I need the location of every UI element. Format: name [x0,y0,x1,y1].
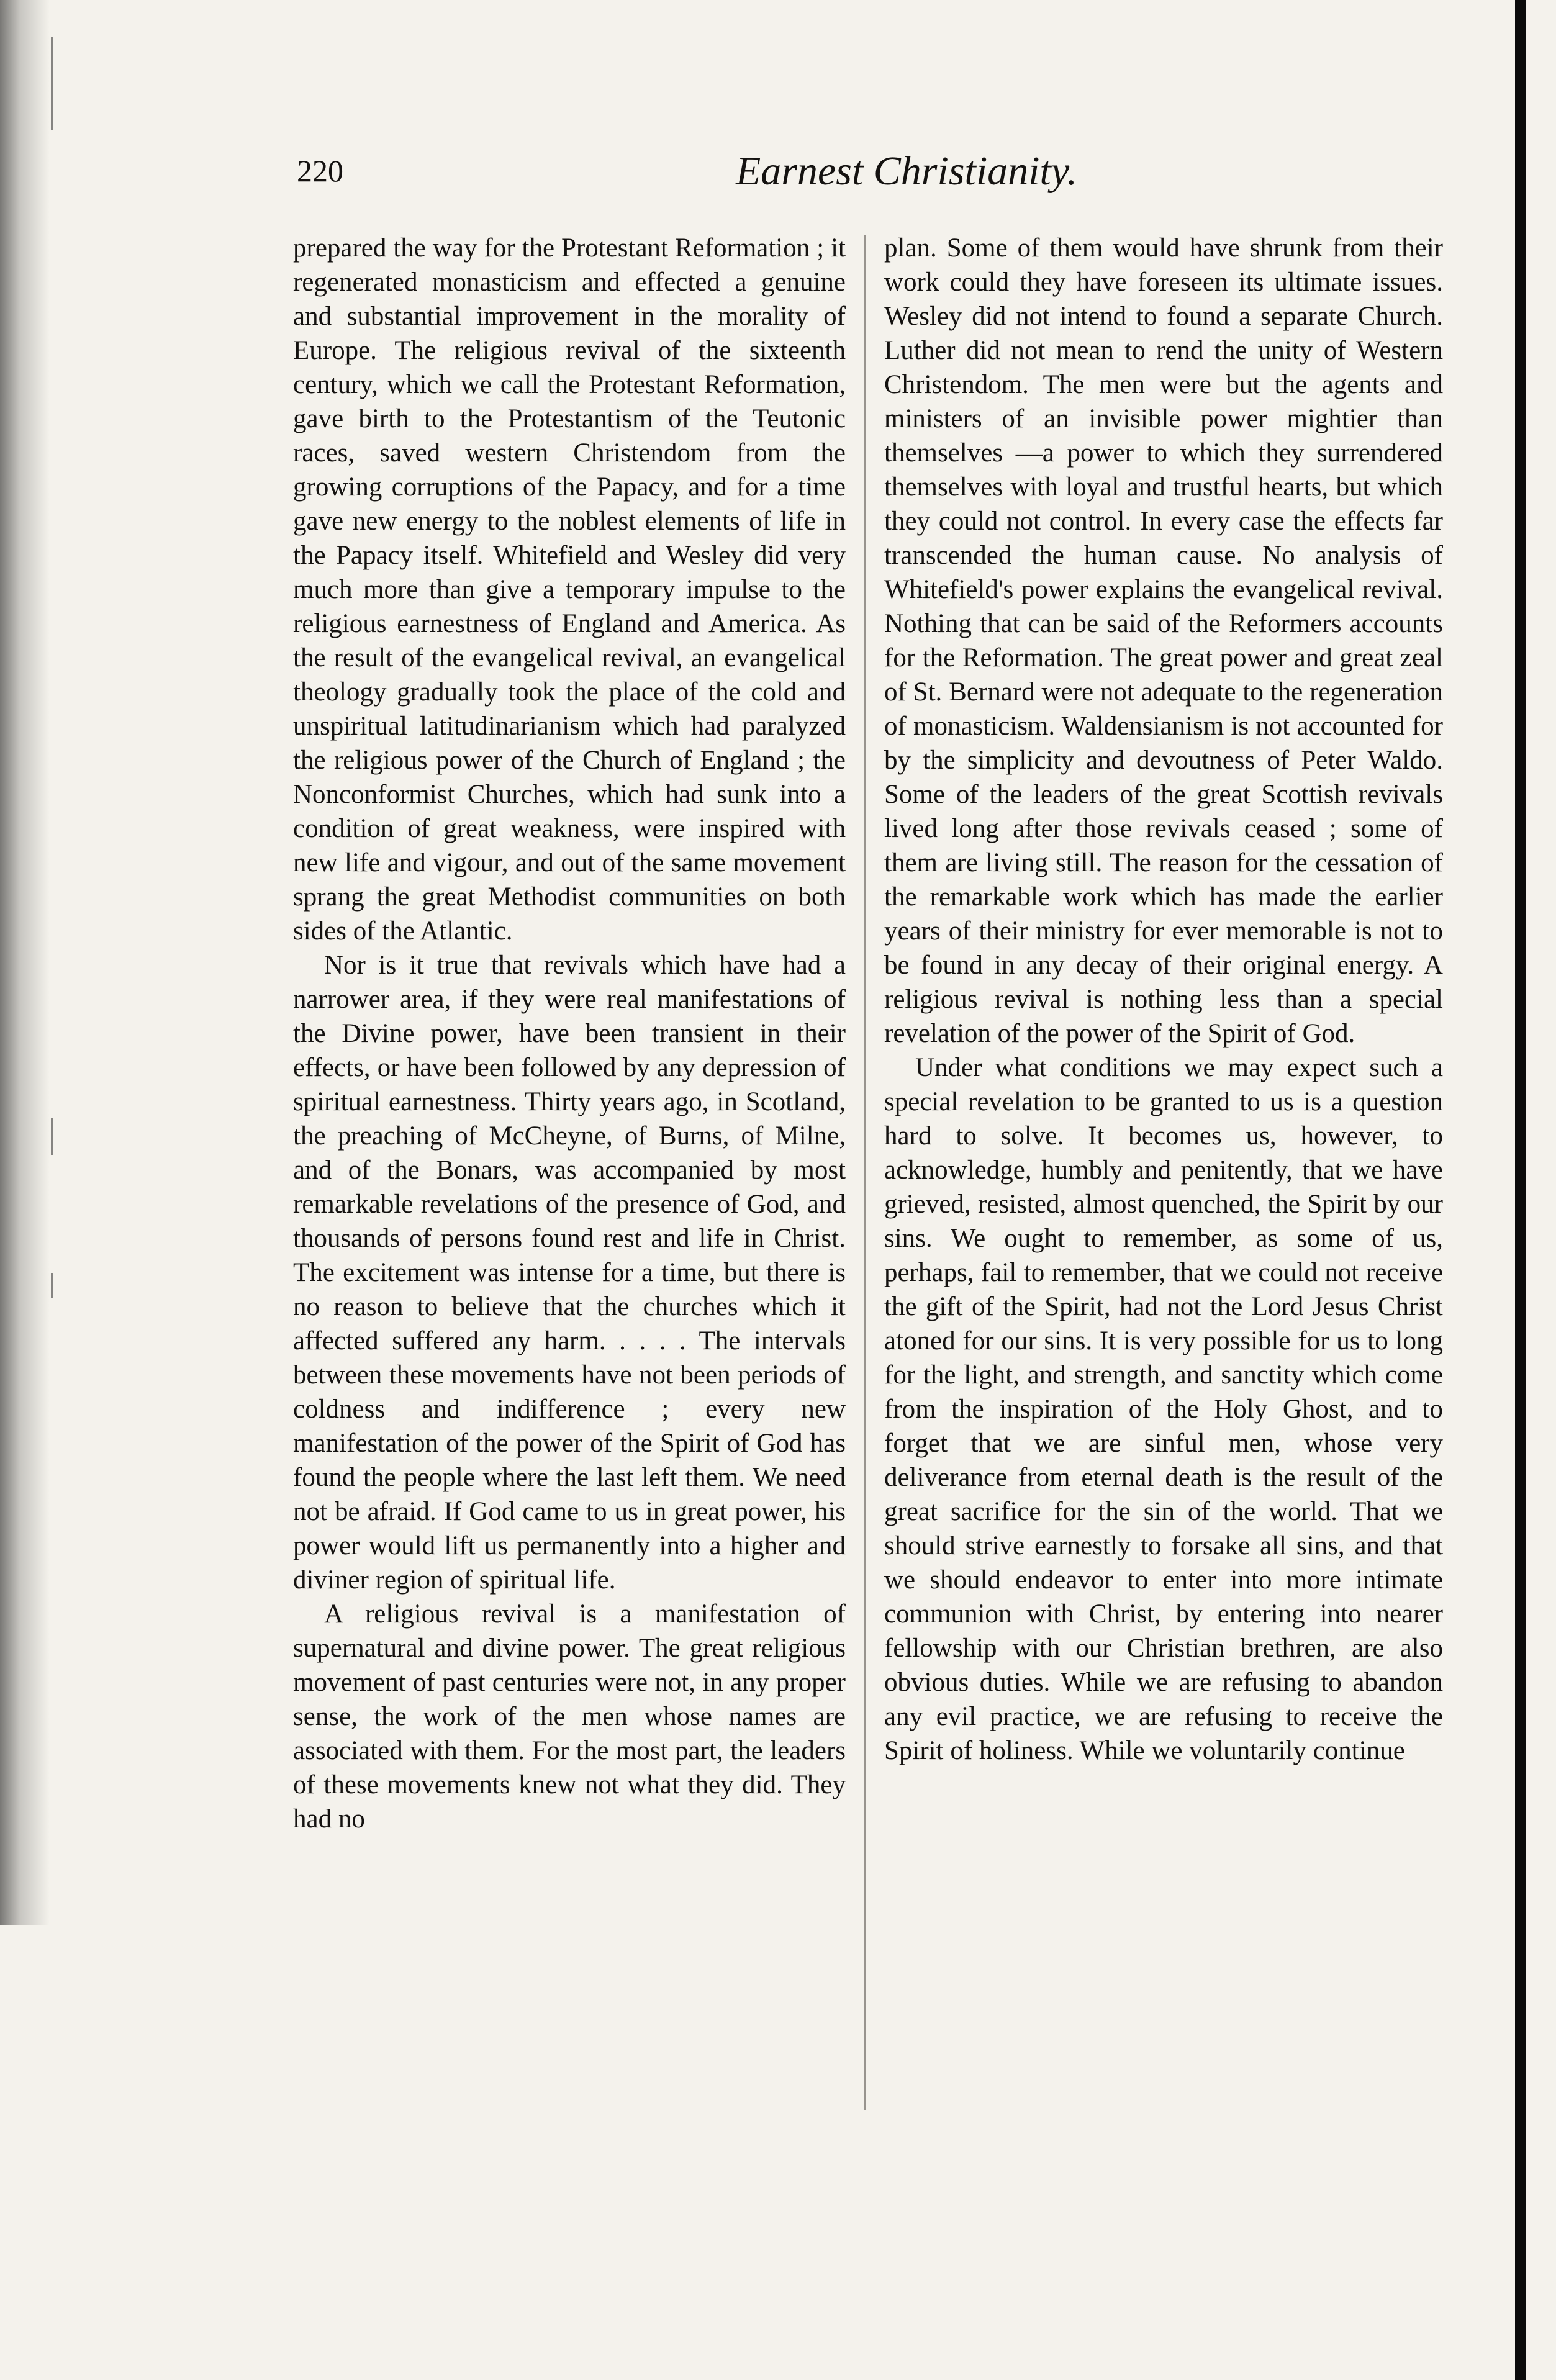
paragraph: A religious revival is a manifestation of supernatural and divine power. The great religious movement of past centuries were not, in any proper sense, the work of the men whose names are associated with them. For the most part, the leaders of these movements knew not what they did. They had no [293,1599,846,1834]
running-title: Earnest Christianity. [735,148,1078,194]
binding-shadow-left [0,0,50,1925]
left-column [293,231,846,1836]
right-column [884,231,1443,1768]
paragraph: plan. Some of them would have shrunk from their work could they have foreseen its ultimate issues. Wesley did not intend to found a separate Church. Luther did not mean to rend the unity of Western Christendom. The men were but the agents and ministers of an invisible power mightier than themselves —a power to which they surrendered themselves with loyal and trustful hearts, but which they could not control. In every case the effects far transcended the human cause. No analysis of Whitefield's power explains the evangelical revival. Nothing that can be said of the Reformers accounts for the Reformation. The great power and great zeal of St. Bernard were not adequate to the regeneration of monasticism. Waldensianism is not accounted for by the simplicity and devoutness of Peter Waldo. Some of the leaders of the great Scottish revivals lived long after those revivals ceased ; some of them are living still. The reason for the cessation of the remarkable work which has made the earlier years of their ministry for ever memorable is not to be found in any decay of their original energy. A religious revival is nothing less than a special revelation of the power of the Spirit of God. [884,233,1443,1048]
page-edge-mark [51,1118,53,1155]
binding-shadow-right [1515,0,1526,2380]
column-divider [864,235,866,2110]
page-edge-mark [51,1273,53,1298]
paragraph: Nor is it true that revivals which have had a narrower area, if they were real manifestations of the Divine power, have been transient in their effects, or have been followed by any depression of spiritual earnestness. Thirty years ago, in Scotland, the preaching of McCheyne, of Burns, of Milne, and of the Bonars, was accompanied by most remarkable revelations of the presence of God, and thousands of persons found rest and life in Christ. The excitement was intense for a time, but there is no reason to believe that the churches which it affected suffered any harm. . . . . The intervals between these movements have not been periods of coldness and indifference ; every new manifestation of the power of the Spirit of God has found the people where the last left them. We need not be afraid. If God came to us in great power, his power would lift us permanently into a higher and diviner region of spiritual life. [293,951,846,1595]
page-number: 220 [297,153,343,188]
paragraph: Under what conditions we may expect such a special revelation to be granted to us is a question hard to solve. It becomes us, however, to acknowledge, humbly and penitently, that we have grieved, resisted, almost quenched, the Spirit by our sins. We ought to remember, as some of us, perhaps, fail to remember, that we could not receive the gift of the Spirit, had not the Lord Jesus Christ atoned for our sins. It is very possible for us to long for the light, and strength, and sanctity which come from the inspiration of the Holy Ghost, and to forget that we are sinful men, whose very deliverance from eternal death is the result of the great sacrifice for the sin of the world. That we should strive earnestly to forsake all sins, and that we should endeavor to enter into more intimate communion with Christ, by entering into nearer fellowship with our Christian brethren, are also obvious duties. While we are refusing to abandon any evil practice, we are refusing to receive the Spirit of holiness. While we voluntarily continue [884,1053,1443,1765]
page-edge-mark [51,37,53,130]
paragraph: prepared the way for the Protestant Reformation ; it regenerated monasticism and effected a genuine and substantial improvement in the morality of Europe. The religious revival of the sixteenth century, which we call the Protestant Reformation, gave birth to the Protestantism of the Teutonic races, saved western Christendom from the growing corruptions of the Papacy, and for a time gave new energy to the noblest elements of life in the Papacy itself. Whitefield and Wesley did very much more than give a temporary impulse to the religious earnestness of England and America. As the result of the evangelical revival, an evangelical theology gradually took the place of the cold and unspiritual latitudinarianism which had paralyzed the religious power of the Church of England ; the Nonconformist Churches, which had sunk into a condition of great weakness, were inspired with new life and vigour, and out of the same movement sprang the great Methodist communities on both sides of the Atlantic. [293,233,846,946]
